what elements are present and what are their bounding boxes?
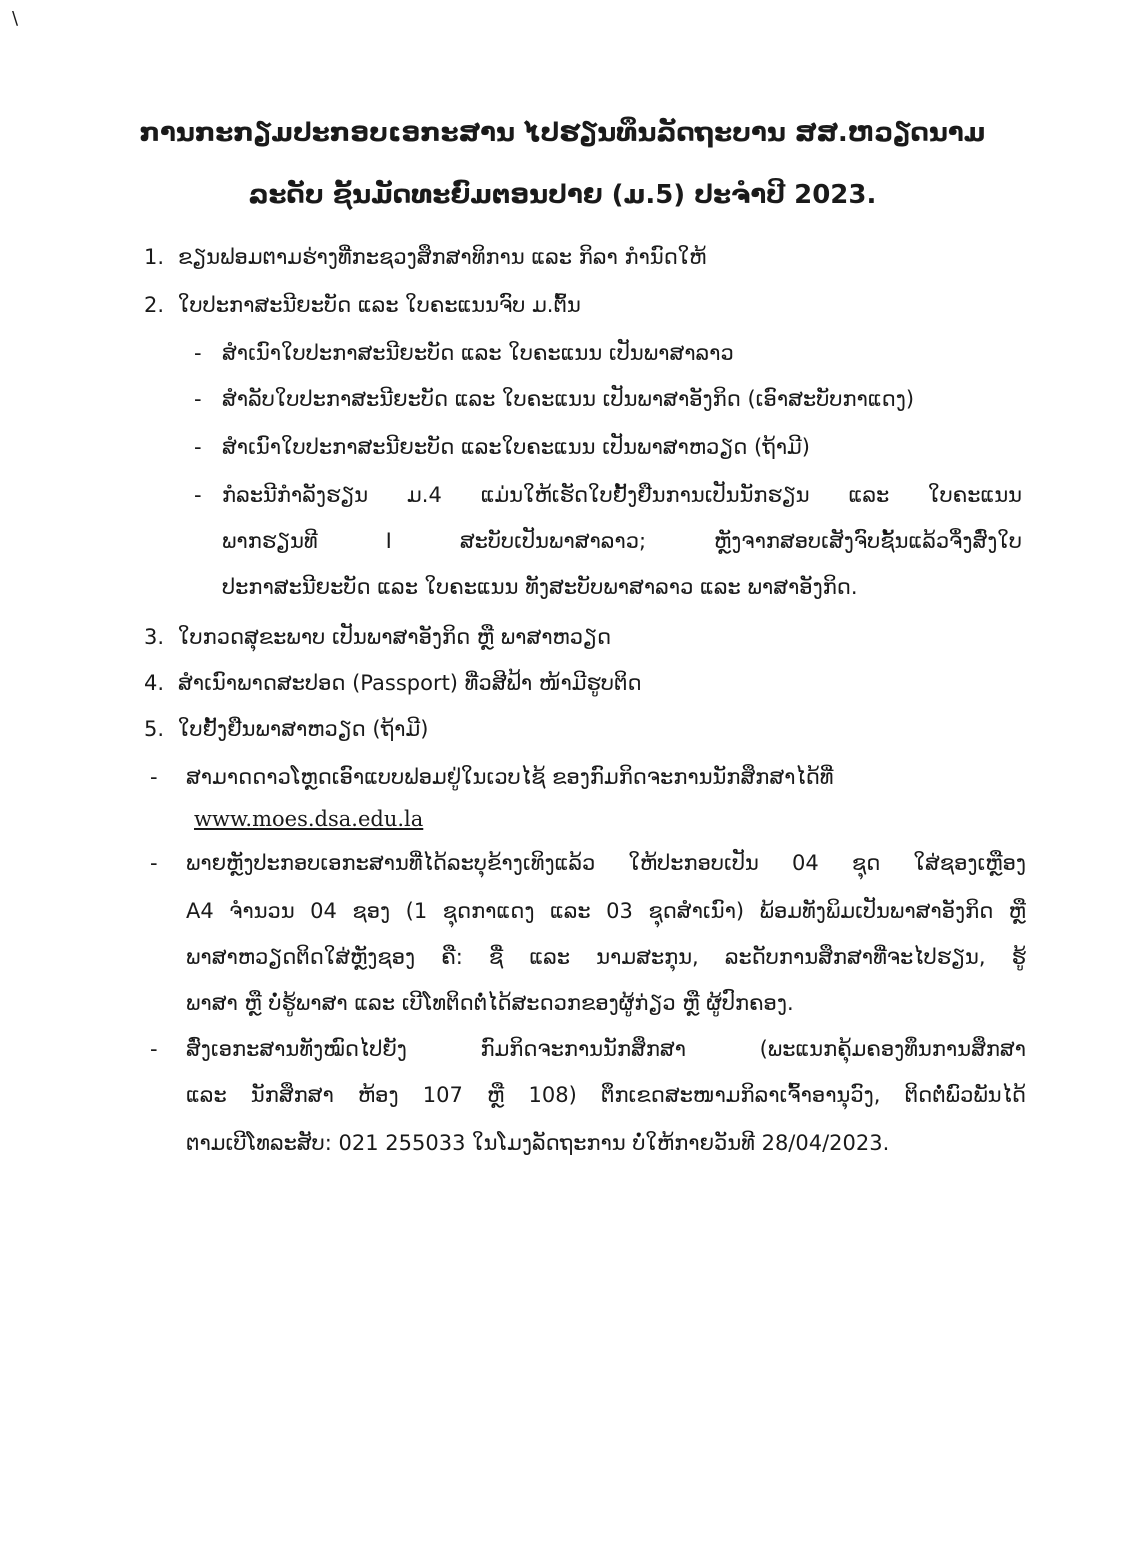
note-dash: - <box>150 1037 158 1061</box>
sub-item-line: ພາກຮຽນທີ I ສະບັບເປັນພາສາລາວ; ຫຼັງຈາກສອບເສັງຈົບຊັ້ນແລ້ວຈຶ່ງສົ່ງໃບ <box>222 529 1022 553</box>
document-title-line-2: ລະດັບ ຊັ້ນມັດທະຍົມຕອນປາຍ (ມ.5) ປະຈໍາປີ 2023. <box>248 180 877 210</box>
sub-item-dash: - <box>194 483 202 507</box>
sub-item: ສໍາເນົາໃບປະກາສະນີຍະບັດ ແລະໃບຄະແນນ ເປັນພາສາຫວຽດ (ຖ້າມີ) <box>222 435 810 459</box>
note-line: ຕາມເບີໂທລະສັບ: 021 255033 ໃນໂມງລັດຖະການ ບໍ່ໃຫ້ກາຍວັນທີ 28/04/2023. <box>186 1131 890 1155</box>
document-title-line-1: ການກະກຽມປະກອບເອກະສານ ໄປຮຽນທຶນລັດຖະບານ ສສ.ຫວຽດນາມ <box>139 118 986 148</box>
sub-item: ສໍາລັບໃບປະກາສະນີຍະບັດ ແລະ ໃບຄະແນນ ເປັນພາສາອັງກິດ (ເອົາສະບັບກາແດງ) <box>222 387 915 411</box>
item-number: 2. <box>144 293 165 317</box>
sub-item-dash: - <box>194 341 202 365</box>
note-line: ແລະ ນັກສຶກສາ ຫ້ອງ 107 ຫຼື 108) ຕຶກເຂດສະໜາມກິລາເຈົ້າອານຸວົງ, ຕິດຕໍ່ພົວພັນໄດ້ <box>186 1083 1026 1107</box>
note-line: ພາສາ ຫຼື ບໍ່ຮູ້ພາສາ ແລະ ເບີໂທຕິດຕໍ່ໄດ້ສະດວກຂອງຜູ້ກ່ຽວ ຫຼື ຜູ້ປົກຄອງ. <box>186 991 794 1015</box>
note-dash: - <box>150 851 158 875</box>
item-number: 3. <box>144 625 165 649</box>
list-item: ໃບປະກາສະນີຍະບັດ ແລະ ໃບຄະແນນຈົບ ມ.ຕົ້ນ <box>178 293 581 317</box>
item-number: 5. <box>144 717 165 741</box>
sub-item-line: ປະກາສະນີຍະບັດ ແລະ ໃບຄະແນນ ທັງສະບັບພາສາລາວ ແລະ ພາສາອັງກິດ. <box>222 575 858 599</box>
sub-item-line: ກໍລະນີກໍາລັງຮຽນ ມ.4 ແມ່ນໃຫ້ເຮັດໃບຢັ້ງຢືນການເປັນນັກຮຽນ ແລະ ໃບຄະແນນ <box>222 483 1022 507</box>
list-item: ໃບກວດສຸຂະພາບ ເປັນພາສາອັງກິດ ຫຼື ພາສາຫວຽດ <box>178 625 612 649</box>
note-dash: - <box>150 765 158 789</box>
note-line: A4 ຈໍານວນ 04 ຊອງ (1 ຊຸດກາແດງ ແລະ 03 ຊຸດສໍາເນົາ) ພ້ອມທັງພິມເປັນພາສາອັງກິດ ຫຼື <box>186 899 1026 923</box>
list-item: ໃບຢັ້ງຢືນພາສາຫວຽດ (ຖ້າມີ) <box>178 717 429 741</box>
sub-item: ສໍາເນົາໃບປະກາສະນີຍະບັດ ແລະ ໃບຄະແນນ ເປັນພາສາລາວ <box>222 341 734 365</box>
list-item: ຂຽນຟອມຕາມຮ່າງທີ່ກະຊວງສຶກສາທິການ ແລະ ກິລາ ກໍານົດໃຫ້ <box>178 245 707 269</box>
corner-mark: \ <box>12 8 19 29</box>
note-line: ສົ່ງເອກະສານທັງໝົດໄປຍັງ ກົມກິດຈະການນັກສຶກສາ (ພະແນກຄຸ້ມຄອງທຶນການສຶກສາ <box>186 1037 1026 1061</box>
item-number: 4. <box>144 671 165 695</box>
note-line: ພາຍຫຼັງປະກອບເອກະສານທີ່ໄດ້ລະບຸຂ້າງເທິງແລ້ວ ໃຫ້ປະກອບເປັນ 04 ຊຸດ ໃສ່ຊອງເຫຼືອງ <box>186 851 1026 875</box>
sub-item-dash: - <box>194 435 202 459</box>
sub-item-dash: - <box>194 387 202 411</box>
note-line: ພາສາຫວຽດຕິດໃສ່ຫຼັງຊອງ ຄື: ຊື່ ແລະ ນາມສະກຸນ, ລະດັບການສຶກສາທີ່ຈະໄປຮຽນ, ຮູ້ <box>186 945 1026 969</box>
list-item: ສໍາເນົາພາດສະປອດ (Passport) ທີ່ວສີຟ້າ ໜ້າມີຮູບຕິດ <box>178 671 642 695</box>
item-number: 1. <box>144 245 165 269</box>
website-link[interactable]: www.moes.dsa.edu.la <box>194 807 424 831</box>
note-line: ສາມາດດາວໂຫຼດເອົາແບບຟອມຢູ່ໃນເວບໄຊ້ ຂອງກົມກິດຈະການນັກສຶກສາໄດ້ທີ່ <box>186 765 834 789</box>
